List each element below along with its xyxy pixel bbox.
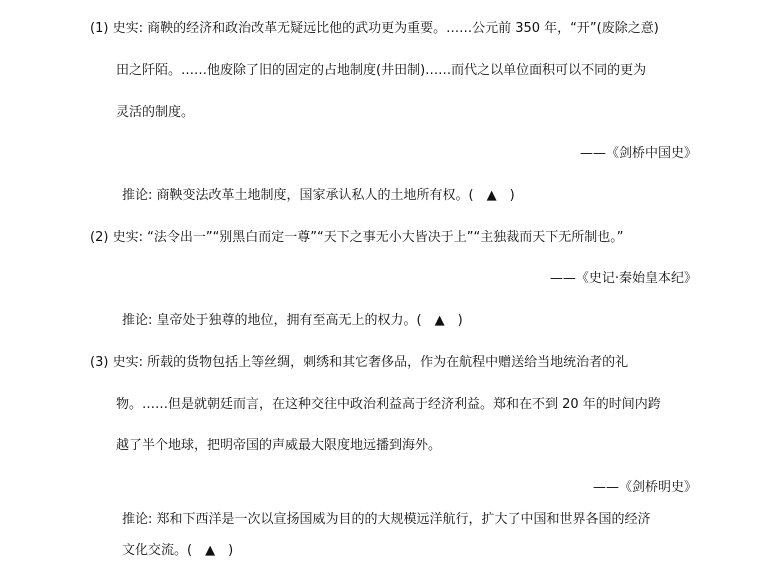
item-1-fact-label: 史实: <box>112 21 143 36</box>
item-1-source: ——《剑桥中国史》 <box>579 146 697 161</box>
item-1-fact-line-3: 灵活的制度。 <box>116 105 195 120</box>
item-3-fact-label: 史实: <box>112 355 143 370</box>
item-3-number: (3) <box>90 355 109 370</box>
item-3-inference-line-2: 文化交流。( ▲ ) <box>122 543 234 558</box>
item-2-inference <box>122 313 463 329</box>
item-2-inference-text: 皇帝处于独尊的地位，拥有至高无上的权力。( ▲ ) <box>156 313 463 328</box>
item-1-inference-text: 商鞅变法改革土地制度，国家承认私人的土地所有权。( ▲ ) <box>156 188 515 203</box>
item-1-inference-label: 推论: <box>122 188 153 203</box>
item-2-fact-text-1: “法令出一”“别黑白而定一尊”“天下之事无小大皆决于上”“主独裁而天下无所制也。” <box>147 230 624 245</box>
item-3-fact-line-1 <box>90 355 628 371</box>
item-2-inference-label: 推论: <box>122 313 153 328</box>
item-3-inference-label: 推论: <box>122 512 153 527</box>
item-2-fact-line-1 <box>90 230 623 246</box>
item-3-fact-line-3: 越了半个地球，把明帝国的声威最大限度地远播到海外。 <box>116 438 442 453</box>
item-1-inference <box>122 188 515 204</box>
item-1-fact-line-2: 田之阡陌。……他废除了旧的固定的占地制度(井田制)……而代之以单位面积可以不同的更为 <box>116 63 647 78</box>
item-1-fact-line-1 <box>90 21 659 37</box>
item-2-source: ——《史记·秦始皇本纪》 <box>549 271 697 286</box>
item-2-number: (2) <box>90 230 109 245</box>
item-1-number: (1) <box>90 21 109 36</box>
item-2-fact-label: 史实: <box>112 230 143 245</box>
item-3-inference-text-1: 郑和下西洋是一次以宣扬国威为目的的大规模远洋航行，扩大了中国和世界各国的经济 <box>156 512 651 527</box>
item-1-fact-text-1: 商鞅的经济和政治改革无疑远比他的武功更为重要。……公元前 350 年，“开”(废除之意) <box>147 21 659 36</box>
item-3-inference-line-1 <box>122 512 651 528</box>
item-3-source: ——《剑桥明史》 <box>592 480 697 495</box>
item-3-fact-line-2: 物。……但是就朝廷而言，在这种交往中政治利益高于经济利益。郑和在不到 20 年的时间内跨 <box>116 397 661 412</box>
item-3-fact-text-1: 所载的货物包括上等丝绸，刺绣和其它奢侈品，作为在航程中赠送给当地统治者的礼 <box>147 355 629 370</box>
